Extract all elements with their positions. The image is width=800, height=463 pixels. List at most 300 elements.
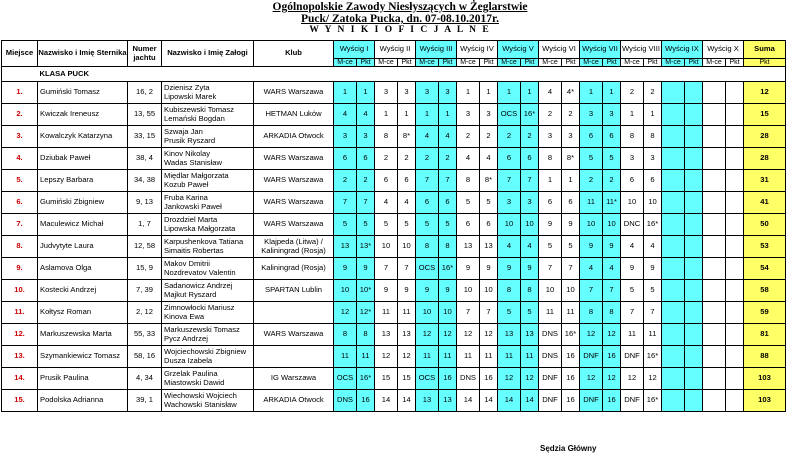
total-cell: 59 [744, 302, 786, 324]
place-cell: 14. [2, 368, 38, 390]
race-points-cell: 3 [644, 148, 662, 170]
race-place-cell: 4 [457, 148, 480, 170]
race-points-cell [726, 346, 744, 368]
race-place-cell: 3 [498, 192, 521, 214]
header-race: Wyścig VI [539, 41, 580, 59]
race-place-cell [703, 126, 726, 148]
race-place-cell: 7 [375, 258, 398, 280]
header-race: Wyścig IX [662, 41, 703, 59]
helm-cell: Kwiczak Ireneusz [38, 104, 128, 126]
helm-cell: Gumiński Tomasz [38, 82, 128, 104]
crew-cell [162, 346, 254, 368]
race-place-cell: 3 [334, 126, 357, 148]
race-place-cell: 11 [621, 324, 644, 346]
header-race-place: M-ce [375, 59, 398, 67]
race-place-cell: 6 [457, 214, 480, 236]
race-points-cell: 1 [521, 82, 539, 104]
sail-number-cell: 12, 58 [128, 236, 162, 258]
crew-member: Kozub Paweł [164, 179, 209, 189]
race-place-cell: 11 [457, 346, 480, 368]
club-cell [254, 302, 334, 324]
club-name: IG Warszawa [270, 373, 317, 383]
header-race-points: Pkt [562, 59, 580, 67]
race-points-cell: 14 [521, 390, 539, 412]
race-place-cell [703, 390, 726, 412]
sail-number-cell: 2, 12 [128, 302, 162, 324]
race-points-cell [685, 236, 703, 258]
place-cell: 8. [2, 236, 38, 258]
race-points-cell: 14 [480, 390, 498, 412]
race-place-cell [703, 280, 726, 302]
race-points-cell: 4* [562, 82, 580, 104]
race-place-cell: 1 [539, 170, 562, 192]
race-points-cell: 9 [644, 258, 662, 280]
race-place-cell: 8 [457, 170, 480, 192]
race-place-cell [703, 346, 726, 368]
race-points-cell [685, 302, 703, 324]
header-race-points: Pkt [685, 59, 703, 67]
class-row [2, 67, 786, 82]
club-cell [254, 346, 334, 368]
race-points-cell: 10 [398, 236, 416, 258]
race-points-cell: 2 [439, 148, 457, 170]
race-place-cell: 6 [621, 170, 644, 192]
race-points-cell [685, 280, 703, 302]
race-points-cell: 2 [357, 170, 375, 192]
sail-number-cell: 58, 16 [128, 346, 162, 368]
race-points-cell: 5 [562, 236, 580, 258]
race-points-cell: 13 [439, 390, 457, 412]
header-club: Klub [254, 41, 334, 67]
race-points-cell: 7 [562, 258, 580, 280]
race-place-cell: 11 [580, 192, 603, 214]
race-points-cell: 5 [644, 280, 662, 302]
race-points-cell [726, 390, 744, 412]
race-points-cell [726, 280, 744, 302]
crew-cell [162, 192, 254, 214]
race-points-cell: 8 [439, 236, 457, 258]
race-points-cell: 6 [562, 192, 580, 214]
race-place-cell: 11 [416, 346, 439, 368]
race-place-cell [662, 236, 685, 258]
race-place-cell: DNF [539, 368, 562, 390]
total-cell: 54 [744, 258, 786, 280]
place-cell: 1. [2, 82, 38, 104]
race-points-cell: 6 [357, 148, 375, 170]
race-points-cell: 7 [439, 170, 457, 192]
race-place-cell [662, 280, 685, 302]
crew-member: Szwaja Jan [164, 127, 203, 137]
race-place-cell: 7 [498, 170, 521, 192]
race-points-cell: 12 [603, 368, 621, 390]
race-points-cell: 10 [644, 192, 662, 214]
race-points-cell: 5 [439, 214, 457, 236]
place-cell: 7. [2, 214, 38, 236]
crew-cell [162, 82, 254, 104]
race-points-cell: 13 [398, 324, 416, 346]
table-row [2, 324, 786, 346]
race-place-cell: 10 [416, 302, 439, 324]
sail-number-cell: 33, 15 [128, 126, 162, 148]
helm-cell: Kostecki Andrzej [38, 280, 128, 302]
race-points-cell: 16 [562, 390, 580, 412]
race-place-cell: 13 [498, 324, 521, 346]
crew-member: Prusik Ryszard [164, 135, 216, 145]
club-name: ARKADIA Otwock [263, 395, 324, 405]
helm-cell: Aslamova Olga [38, 258, 128, 280]
race-points-cell: 11 [357, 346, 375, 368]
header-race-points: Pkt [726, 59, 744, 67]
header-crew: Nazwisko i Imię Załogi [162, 41, 254, 67]
helm-cell: Lepszy Barbara [38, 170, 128, 192]
crew-member: Wachowski Stanisław [164, 399, 237, 409]
header-race-place: M-ce [703, 59, 726, 67]
race-place-cell: 10 [375, 236, 398, 258]
header-race-place: M-ce [457, 59, 480, 67]
sail-number-cell: 15, 9 [128, 258, 162, 280]
race-place-cell: 2 [539, 104, 562, 126]
race-points-cell: 1 [562, 170, 580, 192]
race-place-cell: 13 [375, 324, 398, 346]
race-place-cell: 12 [416, 324, 439, 346]
race-points-cell [685, 258, 703, 280]
header-race-points: Pkt [480, 59, 498, 67]
race-place-cell [662, 346, 685, 368]
race-place-cell [662, 368, 685, 390]
helm-cell: Judvytyte Laura [38, 236, 128, 258]
race-place-cell [703, 104, 726, 126]
sail-number-cell: 1, 7 [128, 214, 162, 236]
race-points-cell [685, 346, 703, 368]
crew-member: Drozdziel Marta [164, 215, 218, 225]
club-cell [254, 104, 334, 126]
crew-member: Międlar Małgorzata [164, 171, 229, 181]
total-cell: 53 [744, 236, 786, 258]
race-points-cell: 6 [480, 214, 498, 236]
race-place-cell [703, 82, 726, 104]
crew-cell [162, 170, 254, 192]
race-points-cell: 1 [644, 104, 662, 126]
race-place-cell: 9 [457, 258, 480, 280]
club-name: Klajpeda (Litwa) / [264, 237, 323, 247]
race-points-cell: 10 [439, 302, 457, 324]
race-points-cell: 16 [439, 368, 457, 390]
header-helm: Nazwisko i Imię Sternika [38, 41, 128, 67]
race-points-cell: 7 [357, 192, 375, 214]
race-place-cell [703, 214, 726, 236]
race-place-cell [703, 258, 726, 280]
race-place-cell: 6 [334, 148, 357, 170]
race-place-cell: 4 [621, 236, 644, 258]
table-row [2, 368, 786, 390]
crew-member: Kinova Ewa [164, 311, 205, 321]
race-place-cell: DNS [539, 346, 562, 368]
total-cell: 31 [744, 170, 786, 192]
race-points-cell: 9 [521, 258, 539, 280]
race-points-cell: 16* [439, 258, 457, 280]
page-title: Ogólnopolskie Zawody Niesłyszących w Żeglarstwie [272, 1, 528, 13]
race-points-cell: 16 [603, 346, 621, 368]
crew-cell [162, 258, 254, 280]
club-name: WARS Warszawa [263, 87, 324, 97]
race-place-cell: 4 [416, 126, 439, 148]
race-points-cell [726, 170, 744, 192]
race-place-cell [703, 302, 726, 324]
race-place-cell: 5 [457, 192, 480, 214]
place-cell: 12. [2, 324, 38, 346]
header-race-points: Pkt [357, 59, 375, 67]
place-cell: 4. [2, 148, 38, 170]
crew-member: Markuszewski Tomasz [164, 325, 240, 335]
race-points-cell: 5 [603, 148, 621, 170]
class-label: KLASA PUCK [38, 67, 162, 82]
race-place-cell: 12 [334, 302, 357, 324]
race-points-cell [685, 126, 703, 148]
race-points-cell: 2 [480, 126, 498, 148]
place-cell: 2. [2, 104, 38, 126]
race-points-cell: 6 [398, 170, 416, 192]
race-place-cell: 9 [334, 258, 357, 280]
race-place-cell: 2 [580, 170, 603, 192]
crew-cell [162, 148, 254, 170]
race-points-cell: 6 [603, 126, 621, 148]
race-points-cell: 16* [644, 390, 662, 412]
race-points-cell: 16* [357, 368, 375, 390]
club-name: WARS Warszawa [263, 329, 324, 339]
race-place-cell: 3 [621, 148, 644, 170]
race-points-cell: 5 [357, 214, 375, 236]
helm-cell: Kowalczyk Katarzyna [38, 126, 128, 148]
race-place-cell [662, 324, 685, 346]
race-place-cell: 6 [416, 192, 439, 214]
race-points-cell: 6 [521, 148, 539, 170]
race-points-cell [726, 192, 744, 214]
race-place-cell: 7 [539, 258, 562, 280]
race-points-cell: 10 [562, 280, 580, 302]
club-name: HETMAN Luków [265, 109, 322, 119]
race-place-cell: 13 [457, 236, 480, 258]
race-place-cell: 15 [375, 368, 398, 390]
race-place-cell: 5 [621, 280, 644, 302]
race-points-cell: 3 [603, 104, 621, 126]
race-points-cell: 16 [603, 390, 621, 412]
header-race-place: M-ce [539, 59, 562, 67]
header-race: Wyścig V [498, 41, 539, 59]
race-place-cell: 6 [498, 148, 521, 170]
header-race: Wyścig III [416, 41, 457, 59]
race-points-cell: 10 [480, 280, 498, 302]
race-place-cell: 11 [375, 302, 398, 324]
race-place-cell: DNF [621, 346, 644, 368]
race-points-cell: 4 [603, 258, 621, 280]
race-points-cell: 4 [644, 236, 662, 258]
race-place-cell: 6 [375, 170, 398, 192]
sail-number-cell: 38, 4 [128, 148, 162, 170]
crew-member: Makov Dmitrii [164, 259, 210, 269]
header-sail-number: Numer jachtu [128, 41, 162, 67]
club-cell [254, 170, 334, 192]
race-place-cell: 2 [498, 126, 521, 148]
race-place-cell: 3 [375, 82, 398, 104]
table-row [2, 170, 786, 192]
helm-cell: Podolska Adrianna [38, 390, 128, 412]
class-spacer [2, 67, 38, 82]
race-place-cell: OCS [416, 258, 439, 280]
total-cell: 103 [744, 368, 786, 390]
race-points-cell: 2 [644, 82, 662, 104]
header-race: Wyścig IV [457, 41, 498, 59]
club-name: SPARTAN Lublin [265, 285, 322, 295]
club-name: WARS Warszawa [263, 153, 324, 163]
helm-cell: Gumiński Zbigniew [38, 192, 128, 214]
race-place-cell: DNC [621, 214, 644, 236]
crew-member: Wiechowski Wojciech [164, 391, 237, 401]
race-points-cell: 7 [644, 302, 662, 324]
header-race: Wyścig I [334, 41, 375, 59]
race-points-cell: 8* [480, 170, 498, 192]
race-place-cell: 2 [334, 170, 357, 192]
race-place-cell: 9 [621, 258, 644, 280]
race-points-cell: 16* [644, 214, 662, 236]
place-cell: 15. [2, 390, 38, 412]
race-place-cell: OCS [334, 368, 357, 390]
race-points-cell: 11 [562, 302, 580, 324]
race-points-cell: 7 [398, 258, 416, 280]
helm-cell: Dziubak Paweł [38, 148, 128, 170]
race-place-cell: 4 [498, 236, 521, 258]
race-place-cell: 4 [580, 258, 603, 280]
race-place-cell: 5 [539, 236, 562, 258]
club-cell [254, 390, 334, 412]
crew-member: Lipowski Marek [164, 91, 217, 101]
race-place-cell: 11 [539, 302, 562, 324]
total-cell: 103 [744, 390, 786, 412]
race-points-cell: 12 [480, 324, 498, 346]
place-cell: 6. [2, 192, 38, 214]
race-place-cell: 10 [539, 280, 562, 302]
race-place-cell: 9 [416, 280, 439, 302]
crew-member: Fruba Karina [164, 193, 208, 203]
race-place-cell: 11 [334, 346, 357, 368]
crew-member: Karpushenkova Tatiana [164, 237, 244, 247]
race-place-cell: 2 [621, 82, 644, 104]
sail-number-cell: 34, 38 [128, 170, 162, 192]
club-cell [254, 258, 334, 280]
header-row [2, 41, 786, 59]
club-cell [254, 192, 334, 214]
race-place-cell: DNF [580, 390, 603, 412]
race-points-cell: 1 [357, 82, 375, 104]
header-race-points: Pkt [644, 59, 662, 67]
club-cell [254, 214, 334, 236]
race-points-cell: 8 [521, 280, 539, 302]
race-place-cell: 7 [621, 302, 644, 324]
header-race: Wyścig II [375, 41, 416, 59]
crew-member: Simaitis Robertas [164, 245, 224, 255]
race-place-cell: 8 [498, 280, 521, 302]
race-place-cell: 13 [334, 236, 357, 258]
race-points-cell [685, 148, 703, 170]
sail-number-cell: 13, 55 [128, 104, 162, 126]
table-row [2, 148, 786, 170]
club-cell [254, 368, 334, 390]
total-cell: 58 [744, 280, 786, 302]
club-name: Kaliningrad (Rosja) [261, 263, 326, 273]
crew-member: Dusza Izabela [164, 355, 213, 365]
race-points-cell [726, 324, 744, 346]
header-race-place: M-ce [416, 59, 439, 67]
club-name: WARS Warszawa [263, 219, 324, 229]
sail-number-cell: 9, 13 [128, 192, 162, 214]
race-points-cell: 3 [398, 82, 416, 104]
race-points-cell: 2 [562, 104, 580, 126]
race-place-cell: 9 [539, 214, 562, 236]
race-place-cell: 14 [498, 390, 521, 412]
place-cell: 13. [2, 346, 38, 368]
race-points-cell [726, 148, 744, 170]
results-table [1, 40, 786, 412]
total-cell: 41 [744, 192, 786, 214]
race-points-cell: 15 [398, 368, 416, 390]
crew-cell [162, 324, 254, 346]
race-points-cell: 16* [521, 104, 539, 126]
header-race-points: Pkt [439, 59, 457, 67]
race-points-cell: 4 [357, 104, 375, 126]
race-place-cell: 5 [580, 148, 603, 170]
crew-member: Pycz Andrzej [164, 333, 208, 343]
race-points-cell: 7 [521, 170, 539, 192]
place-cell: 11. [2, 302, 38, 324]
header-race: Wyścig X [703, 41, 744, 59]
race-points-cell: 3 [480, 104, 498, 126]
header-race: Wyścig VIII [621, 41, 662, 59]
race-place-cell: DNF [621, 390, 644, 412]
race-points-cell: 4 [480, 148, 498, 170]
race-points-cell: 16* [562, 324, 580, 346]
club-name: WARS Warszawa [263, 197, 324, 207]
race-points-cell: 6 [644, 170, 662, 192]
race-points-cell: 8* [562, 148, 580, 170]
race-place-cell: 12 [580, 368, 603, 390]
race-points-cell: 13 [521, 324, 539, 346]
total-cell: 28 [744, 148, 786, 170]
table-row [2, 346, 786, 368]
race-points-cell [726, 258, 744, 280]
race-points-cell [685, 368, 703, 390]
header-race-points: Pkt [603, 59, 621, 67]
race-points-cell [726, 214, 744, 236]
total-cell: 88 [744, 346, 786, 368]
race-place-cell: 1 [580, 82, 603, 104]
race-place-cell: 1 [457, 82, 480, 104]
race-place-cell: 14 [457, 390, 480, 412]
crew-member: Miastowski Dawid [164, 377, 225, 387]
race-points-cell: 9 [562, 214, 580, 236]
race-place-cell [703, 236, 726, 258]
race-place-cell: 9 [375, 280, 398, 302]
club-cell [254, 236, 334, 258]
race-place-cell [662, 126, 685, 148]
club-cell [254, 148, 334, 170]
race-points-cell: 1 [439, 104, 457, 126]
race-place-cell: 3 [416, 82, 439, 104]
table-row [2, 104, 786, 126]
crew-cell [162, 302, 254, 324]
race-place-cell: DNS [334, 390, 357, 412]
helm-cell: Prusik Paulina [38, 368, 128, 390]
race-place-cell: 2 [416, 148, 439, 170]
table-row [2, 192, 786, 214]
